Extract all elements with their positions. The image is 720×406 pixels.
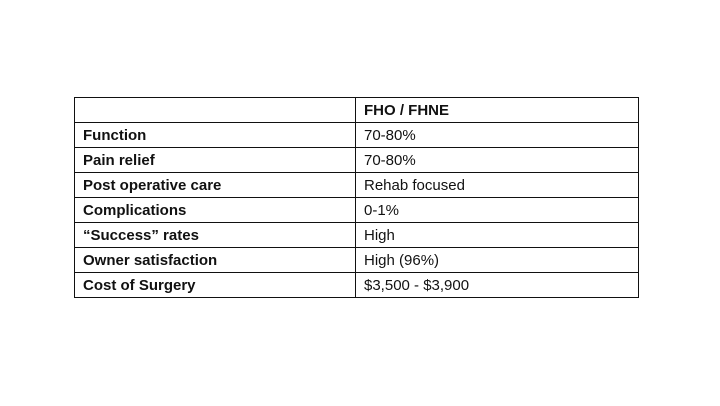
row-value-cell: Rehab focused	[356, 173, 639, 198]
table-row	[75, 223, 639, 248]
row-label-cell: Function	[75, 123, 356, 148]
table-row	[75, 148, 639, 173]
row-value-cell: $3,500 - $3,900	[356, 273, 639, 298]
table-row	[75, 198, 639, 223]
row-value-cell: 0-1%	[356, 198, 639, 223]
row-label-cell: “Success” rates	[75, 223, 356, 248]
row-value-cell: High	[356, 223, 639, 248]
row-value-cell: 70-80%	[356, 148, 639, 173]
header-cell-procedure: FHO / FHNE	[356, 98, 639, 123]
row-value-cell: 70-80%	[356, 123, 639, 148]
table-row	[75, 248, 639, 273]
row-label-cell: Cost of Surgery	[75, 273, 356, 298]
row-label-cell: Owner satisfaction	[75, 248, 356, 273]
row-label-cell: Post operative care	[75, 173, 356, 198]
header-cell-empty	[75, 98, 356, 123]
table-header-row	[75, 98, 639, 123]
table-row	[75, 123, 639, 148]
row-label-cell: Pain relief	[75, 148, 356, 173]
comparison-table	[74, 97, 639, 298]
table-row	[75, 173, 639, 198]
row-value-cell: High (96%)	[356, 248, 639, 273]
row-label-cell: Complications	[75, 198, 356, 223]
table-row	[75, 273, 639, 298]
